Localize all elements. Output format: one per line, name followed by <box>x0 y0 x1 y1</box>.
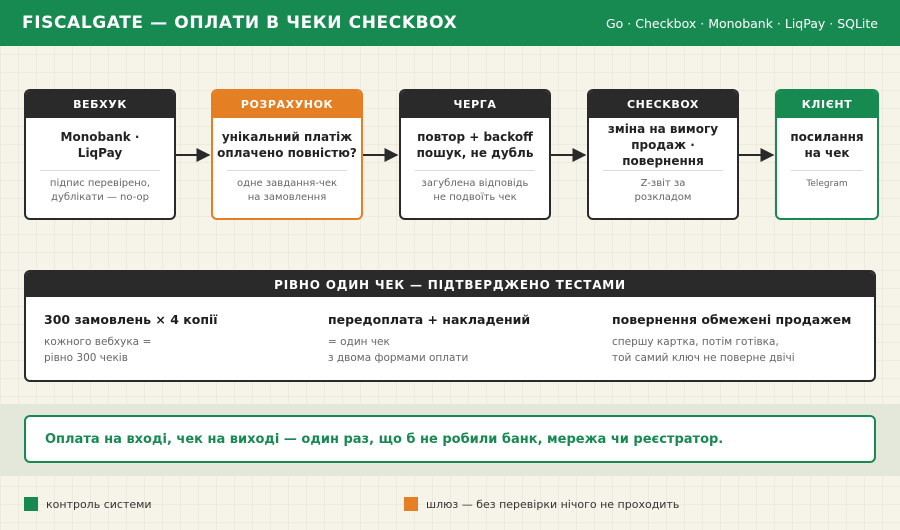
test-item <box>44 312 304 366</box>
flow-card-label: ЧЕРГА <box>401 91 549 118</box>
test-title: 300 замовлень × 4 копії <box>44 312 218 327</box>
flow-card-main: повтор + backoff пошук, не дубль <box>416 130 534 160</box>
test-title: передоплата + накладений <box>328 312 531 327</box>
tests-title: РІВНО ОДИН ЧЕК — ПІДТВЕРДЖЕНО ТЕСТАМИ <box>26 272 874 297</box>
flow-card-label: РОЗРАХУНОК <box>213 91 361 118</box>
callout-box <box>24 415 876 463</box>
flow-card-main: посилання на чек <box>790 130 864 160</box>
flow-card-label: ВЕБХУК <box>26 91 174 118</box>
tests-panel <box>24 270 876 382</box>
test-desc: спершу картка, потім готівка, той самий ключ не поверне двічі <box>612 336 795 364</box>
test-item <box>612 312 872 366</box>
flow-card-label: CHECKBOX <box>589 91 737 118</box>
page-title: FISCALGATE — ОПЛАТИ В ЧЕКИ CHECKBOX <box>22 13 458 33</box>
flow-card-sub: підпис перевірено, дублікати — no-op <box>49 178 151 203</box>
flow-card-sub: загублена відповідь не подвоїть чек <box>421 178 529 203</box>
flow-card-sub: Telegram <box>806 179 848 189</box>
test-title: повернення обмежені продажем <box>612 312 852 327</box>
legend-swatch-green <box>24 497 38 511</box>
legend-label: шлюз — без перевірки нічого не проходить <box>426 497 680 511</box>
test-item <box>328 312 588 366</box>
legend-label: контроль системи <box>46 497 152 511</box>
flow-card-label: КЛІЄНТ <box>777 91 877 118</box>
legend-item-system <box>24 497 152 511</box>
flow-card-main: зміна на вимогу продаж · повернення <box>607 122 719 168</box>
tech-stack: Go · Checkbox · Monobank · LiqPay · SQLite <box>605 15 878 31</box>
flow-card-main: Monobank · LiqPay <box>60 130 140 160</box>
test-desc: = один чек з двома формами оплати <box>328 336 469 364</box>
flow-card-sub: одне завдання-чек на замовлення <box>236 178 338 203</box>
flow-card-main: унікальний платіж оплачено повністю? <box>217 130 357 160</box>
test-desc: кожного вебхука = рівно 300 чеків <box>44 336 152 364</box>
legend-item-gate <box>404 497 679 511</box>
flow-card-sub: Z-звіт за розкладом <box>634 178 692 203</box>
legend-swatch-orange <box>404 497 418 511</box>
callout-text: Оплата на вході, чек на виході — один раз, що б не робили банк, мережа чи реєстратор. <box>45 431 724 447</box>
